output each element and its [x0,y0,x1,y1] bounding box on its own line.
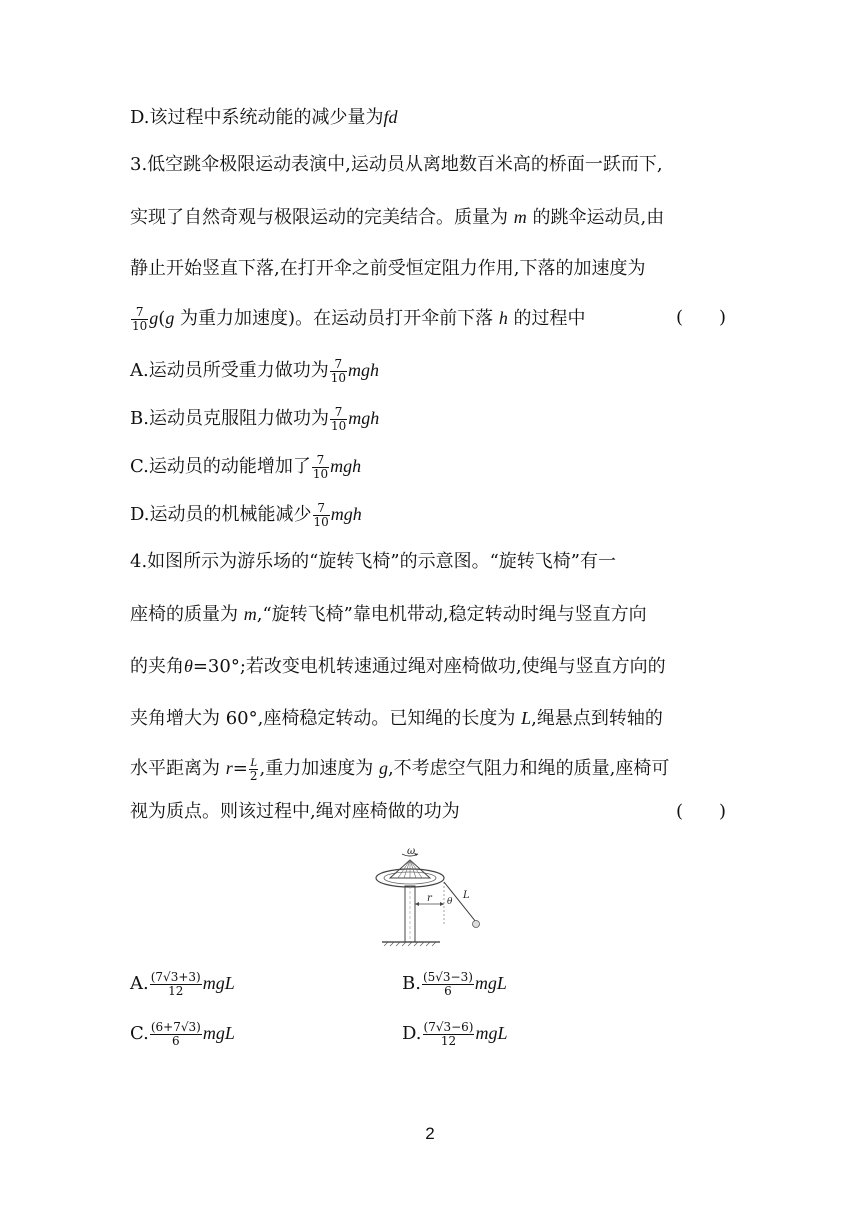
q4-option-a[interactable]: A. $\frac{(7√3+3)}{12}$ mgL [130,969,235,998]
q4-line-3: 的夹角θ=30°;若改变电机转速通过绳对座椅做功,使绳与竖直方向的 [130,656,666,677]
q3-line-1: 3.低空跳伞极限运动表演中,运动员从离地数百米高的桥面一跃而下, [130,154,663,175]
q4-option-c[interactable]: C. $\frac{(6+7√3)}{6}$ mgL [130,1019,235,1048]
q3-option-a[interactable]: A.运动员所受重力做功为 $\frac{7}{10}$ mgh [130,356,380,385]
omega-label: ω [407,846,416,857]
q3-option-c[interactable]: C.运动员的动能增加了 $\frac{7}{10}$ mgh [130,452,362,481]
q4-option-d[interactable]: D. $\frac{(7√3-6)}{12}$ mgL [402,1019,508,1048]
fraction-7-10: $\frac{7}{10}$ [132,304,148,333]
q2-option-d: D.该过程中系统动能的减少量为fd [130,107,398,128]
q3-line-3: 静止开始竖直下落,在打开伞之前受恒定阻力作用,下落的加速度为 [130,258,646,279]
theta-label: θ [447,897,453,907]
L-label: L [463,890,470,901]
q4-answer-bracket: ( ) [676,801,727,822]
q3-option-b[interactable]: B.运动员克服阻力做功为 $\frac{7}{10}$ mgh [130,404,380,433]
r-label: r [427,893,432,904]
q4-line-1: 4.如图所示为游乐场的“旋转飞椅”的示意图。“旋转飞椅”有一 [130,551,616,572]
q3-line-4: $\frac{7}{10}$ g(g 为重力加速度)。在运动员打开伞前下落 h 的过程中 [132,304,586,333]
page-number: 2 [425,1124,435,1143]
q4-line-4: 夹角增大为 60°,座椅稳定转动。已知绳的长度为 L,绳悬点到转轴的 [130,708,663,729]
q4-line-5: 水平距离为 r= $\frac{L}{2}$ ,重力加速度为 g,不考虑空气阻力和绳的质量,座椅可 [130,754,670,783]
q4-line-6: 视为质点。则该过程中,绳对座椅做的功为 [130,801,460,822]
q4-line-2: 座椅的质量为 m,“旋转飞椅”靠电机带动,稳定转动时绳与竖直方向 [130,604,647,625]
q3-line-2: 实现了自然奇观与极限运动的完美结合。质量为 m 的跳伞运动员,由 [130,207,665,228]
q3-option-d[interactable]: D.运动员的机械能减少 $\frac{7}{10}$ mgh [130,500,362,529]
rotating-swing-figure [370,842,490,948]
q3-answer-bracket: ( ) [676,307,727,328]
q4-option-b[interactable]: B. $\frac{(5√3-3)}{6}$ mgL [402,969,507,998]
